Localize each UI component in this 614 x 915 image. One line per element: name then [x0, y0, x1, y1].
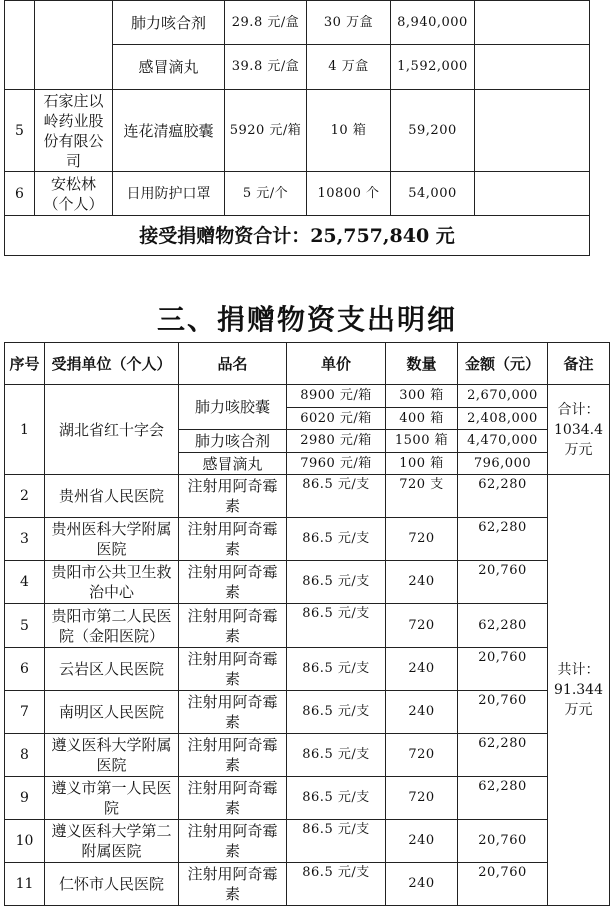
- unit-price: 39.8 元/盒: [225, 45, 307, 90]
- row-index: 9: [5, 777, 45, 820]
- recipient-name: 遵义医科大学第二附属医院: [45, 820, 179, 863]
- recipient-name: 云岩区人民医院: [45, 648, 179, 691]
- table-row: [5, 90, 590, 172]
- item-name: 感冒滴丸: [179, 453, 287, 475]
- unit-price: 5920 元/箱: [225, 90, 307, 172]
- header-quantity: 数量: [386, 343, 458, 385]
- unit-price: 86.5 元/支: [287, 863, 386, 906]
- amount: 2,408,000: [458, 408, 548, 430]
- donor-name: 石家庄以岭药业股份有限公司: [35, 90, 113, 172]
- table-row: [5, 604, 610, 648]
- amount: 62,280: [458, 518, 548, 561]
- unit-price: 86.5 元/支: [287, 475, 386, 518]
- quantity: 720 支: [386, 475, 458, 518]
- unit-price: 86.5 元/支: [287, 561, 386, 604]
- quantity: 30 万盒: [307, 1, 391, 45]
- empty-cell: [475, 1, 590, 45]
- unit-price: 86.5 元/支: [287, 734, 386, 777]
- unit-price: 86.5 元/支: [287, 604, 386, 648]
- row-index: 11: [5, 863, 45, 906]
- table-row: [5, 475, 610, 518]
- donor-name: [35, 1, 113, 90]
- recipient-name: 贵阳市公共卫生救治中心: [45, 561, 179, 604]
- quantity: 720: [386, 518, 458, 561]
- row-index: 3: [5, 518, 45, 561]
- table-row: [5, 172, 590, 216]
- empty-cell: [475, 90, 590, 172]
- row-index: 5: [5, 90, 35, 172]
- unit-price: 86.5 元/支: [287, 518, 386, 561]
- unit-price: 86.5 元/支: [287, 820, 386, 863]
- donor-name: 安松林（个人）: [35, 172, 113, 216]
- group-subtotal-note: 合计：1034.4 万元: [548, 385, 610, 475]
- header-note: 备注: [548, 343, 610, 385]
- unit-price: 29.8 元/盒: [225, 1, 307, 45]
- header-recipient: 受捐单位（个人）: [45, 343, 179, 385]
- recipient-name: 遵义市第一人民医院: [45, 777, 179, 820]
- row-index: 10: [5, 820, 45, 863]
- amount: 20,760: [458, 648, 548, 691]
- item-name: 注射用阿奇霉素: [179, 734, 287, 777]
- item-name: 注射用阿奇霉素: [179, 475, 287, 518]
- amount: 20,760: [458, 863, 548, 906]
- amount: 20,760: [458, 691, 548, 734]
- table-row: [5, 648, 610, 691]
- section-title: 三、捐赠物资支出明细: [156, 303, 457, 336]
- empty-cell: [475, 45, 590, 90]
- unit-price: 86.5 元/支: [287, 777, 386, 820]
- unit-price: 86.5 元/支: [287, 648, 386, 691]
- amount: 62,280: [458, 604, 548, 648]
- amount: 20,760: [458, 561, 548, 604]
- header-row: [5, 343, 610, 385]
- amount: 1,592,000: [391, 45, 475, 90]
- unit-price: 8900 元/箱: [287, 385, 386, 408]
- amount: 54,000: [391, 172, 475, 216]
- table-row: [5, 777, 610, 820]
- item-name: 注射用阿奇霉素: [179, 648, 287, 691]
- expenditure-table: [4, 342, 610, 906]
- recipient-name: 遵义医科大学附属医院: [45, 734, 179, 777]
- quantity: 720: [386, 777, 458, 820]
- unit-price: 7960 元/箱: [287, 453, 386, 475]
- item-name: 注射用阿奇霉素: [179, 777, 287, 820]
- amount: 62,280: [458, 777, 548, 820]
- recipient-name: 仁怀市人民医院: [45, 863, 179, 906]
- row-index: 1: [5, 385, 45, 475]
- received-donations-table: [4, 0, 590, 256]
- item-name: 肺力咳合剂: [179, 430, 287, 453]
- item-name: 注射用阿奇霉素: [179, 604, 287, 648]
- header-price: 单价: [287, 343, 386, 385]
- header-item: 品名: [179, 343, 287, 385]
- row-index: 2: [5, 475, 45, 518]
- quantity: 240: [386, 863, 458, 906]
- amount: 62,280: [458, 734, 548, 777]
- table-row: [5, 385, 610, 408]
- quantity: 400 箱: [386, 408, 458, 430]
- quantity: 720: [386, 604, 458, 648]
- unit-price: 5 元/个: [225, 172, 307, 216]
- row-index: 4: [5, 561, 45, 604]
- quantity: 240: [386, 561, 458, 604]
- amount: 20,760: [458, 820, 548, 863]
- unit-price: 2980 元/箱: [287, 430, 386, 453]
- quantity: 240: [386, 820, 458, 863]
- amount: 4,470,000: [458, 430, 548, 453]
- quantity: 100 箱: [386, 453, 458, 475]
- row-index: 6: [5, 172, 35, 216]
- amount: 2,670,000: [458, 385, 548, 408]
- item-name: 肺力咳合剂: [113, 1, 225, 45]
- row-index: [5, 1, 35, 90]
- row-index: 8: [5, 734, 45, 777]
- recipient-name: 湖北省红十字会: [45, 385, 179, 475]
- header-index: 序号: [5, 343, 45, 385]
- item-name: 注射用阿奇霉素: [179, 691, 287, 734]
- recipient-name: 贵州省人民医院: [45, 475, 179, 518]
- amount: 796,000: [458, 453, 548, 475]
- item-name: 注射用阿奇霉素: [179, 561, 287, 604]
- quantity: 4 万盒: [307, 45, 391, 90]
- table-row: [5, 863, 610, 906]
- quantity: 10800 个: [307, 172, 391, 216]
- total-row: [5, 216, 590, 256]
- item-name: 注射用阿奇霉素: [179, 518, 287, 561]
- item-name: 连花清瘟胶囊: [113, 90, 225, 172]
- quantity: 720: [386, 734, 458, 777]
- unit-price: 86.5 元/支: [287, 691, 386, 734]
- header-amount: 金额（元）: [458, 343, 548, 385]
- row-index: 5: [5, 604, 45, 648]
- item-name: 感冒滴丸: [113, 45, 225, 90]
- item-name: 肺力咳胶囊: [179, 385, 287, 430]
- received-total: 接受捐赠物资合计：25,757,840 元: [5, 216, 590, 256]
- item-name: 日用防护口罩: [113, 172, 225, 216]
- amount: 62,280: [458, 475, 548, 518]
- unit-price: 6020 元/箱: [287, 408, 386, 430]
- row-index: 7: [5, 691, 45, 734]
- recipient-name: 贵州医科大学附属医院: [45, 518, 179, 561]
- group-subtotal-note: 共计：91.344 万元: [548, 475, 610, 906]
- quantity: 300 箱: [386, 385, 458, 408]
- recipient-name: 南明区人民医院: [45, 691, 179, 734]
- item-name: 注射用阿奇霉素: [179, 820, 287, 863]
- table-row: [5, 734, 610, 777]
- quantity: 240: [386, 691, 458, 734]
- quantity: 1500 箱: [386, 430, 458, 453]
- table-row: [5, 1, 590, 45]
- table-row: [5, 691, 610, 734]
- table-row: [5, 820, 610, 863]
- table-row: [5, 561, 610, 604]
- item-name: 注射用阿奇霉素: [179, 863, 287, 906]
- empty-cell: [475, 172, 590, 216]
- quantity: 10 箱: [307, 90, 391, 172]
- amount: 59,200: [391, 90, 475, 172]
- row-index: 6: [5, 648, 45, 691]
- recipient-name: 贵阳市第二人民医院（金阳医院）: [45, 604, 179, 648]
- amount: 8,940,000: [391, 1, 475, 45]
- table-row: [5, 518, 610, 561]
- quantity: 240: [386, 648, 458, 691]
